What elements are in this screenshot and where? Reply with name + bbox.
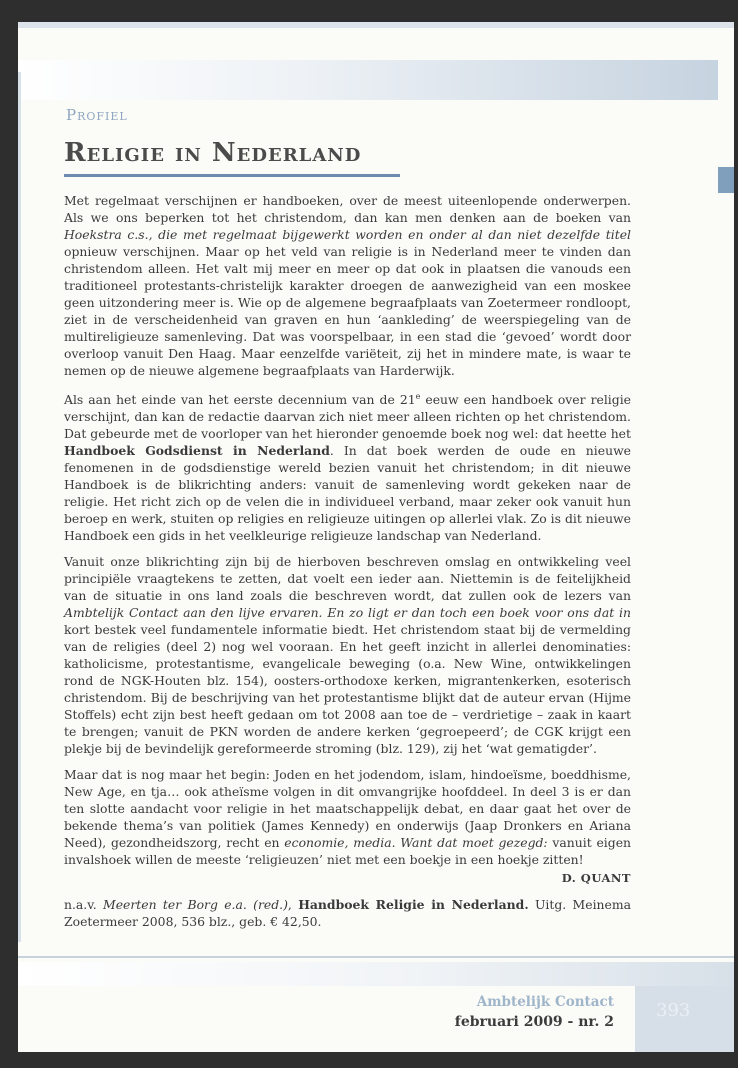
reference-publisher: Uitg. Meinema Zoetermeer 2008, 536 blz., geb. € 42,50.: [64, 897, 631, 930]
paragraph-2-text: Als aan het einde van het eerste decennium van de 21: [64, 392, 416, 408]
page-number: 393: [656, 1000, 691, 1021]
header-band: [18, 60, 718, 100]
paragraph-3-text: Vanuit onze blikrichting zijn bij de hierboven beschreven omslag en ontwikkeling veel principiële vraagtekens te zetten, dat voelt een ieder aan. Niettemin is de feitelijkheid van de situatie in ons land zoals die beschreven wordt, dat zullen ook de lezers van: [64, 554, 631, 604]
paragraph-1: [64, 192, 631, 379]
paragraph-1-text: Met regelmaat verschijnen er handboeken, over de meest uiteenlopende onderwerpen. Als we ons beperken tot het christendom, dan kan men denken aan de boeken van: [64, 193, 631, 225]
paragraph-2: [64, 388, 631, 544]
side-tab-marker: [718, 167, 734, 193]
paragraph-2-sup: e: [415, 392, 421, 401]
reference-editors: Meerten ter Borg e.a. (red.): [103, 897, 288, 913]
paragraph-3: [64, 553, 631, 757]
paragraph-4-text-cont: vanuit eigen invalshoek willen de meeste ‘religieuzen’ niet met een boekje in een hoekje zitten!: [64, 835, 632, 868]
title-underline: [64, 174, 400, 177]
journal-name: Ambtelijk Contact: [476, 994, 614, 1010]
book-reference: [64, 896, 631, 930]
paragraph-1-text-cont: opnieuw verschijnen. Maar op het veld van religie is in Nederland meer te vinden dan christendom alleen. Het valt mij meer en meer op dat ook in plaatsen die vanouds een traditioneel protestants-christelijk karakter droegen de aanwezigheid van een moskee geen uitzondering meer is. Wie op de algemene begraafplaats van Zoetermeer rondloopt, ziet in de verscheidenheid van graven en hun ‘aankleding’ de weerspiegeling van de multireligieuze samenleving. Dat was voorspelbaar, in een stad die ‘gevoed’ wordt door overloop vanuit Den Haag. Maar eenzelfde variëteit, zij het in mindere mate, is waar te nemen op de nieuwe algemene begraafplaats van Harderwijk.: [64, 244, 631, 378]
reference-separator: ,: [287, 897, 299, 913]
paragraph-4-text: Maar dat is nog maar het begin: Joden en het jodendom, islam, hindoeïsme, boeddhisme, New Age, en tja… ook atheïsme volgen in dit omvangrijke hoofddeel. In deel 3 is er dan ten slotte aandacht voor religie in het maatschappelijk debat, en daar gaat het over de bekende thema’s van politiek (James Kennedy) en onderwijs (Jaap Dronkers en Ariana Need), gezondheidszorg, recht en: [64, 767, 631, 851]
paragraph-2-text-end: . In dat boek werden de oude en nieuwe fenomenen in de godsdienstige wereld bezien vanuit het christendom; in dit nieuwe Handboek is de blikrichting anders: vanuit de samenleving wordt gekeken naar de religie. Het richt zich op de velen die in individueel verband, maar zeker ook vanuit hun beroep en werk, stuiten op religies en religieuze uitingen op allerlei vlak. Zo is dit nieuwe Handboek een gids in het veelkleurige religieuze landschap van Nederland.: [64, 443, 632, 544]
paragraph-3-text-cont: kort bestek veel fundamentele informatie biedt. Het christendom staat bij de vermelding van de religies (deel 2) nog wel vooraan. En het geeft inzicht in allerlei denominaties: katholicisme, protestantisme, evangelicale beweging (o.a. New Wine, ontwikkelingen rond de NGK-Houten blz. 154), oosters-orthodoxe kerken, migrantenkerken, esoterisch christendom. Bij de beschrijving van het protestantisme blijkt dat de auteur ervan (Hijme Stoffels) echt zijn best heeft gedaan om tot 2008 aan toe de – verdrietige – zaak in kaart te brengen; vanuit de PKN worden de andere kerken ‘gegroepeerd’; de CGK krijgt een plekje bij de bevindelijk gereformeerde stroming (blz. 129), zij het ‘wat gematigder’.: [64, 622, 631, 757]
bottom-rule: [18, 956, 734, 958]
section-label: Profiel: [66, 106, 128, 124]
paragraph-3-italic: Ambtelijk Contact aan den lijve ervaren. En zo ligt er dan toch een boek voor ons dat in: [64, 605, 631, 621]
footer-band: [18, 962, 734, 986]
reference-book-title: Handboek Religie in Nederland.: [298, 897, 529, 913]
reference-prefix: n.a.v.: [64, 897, 104, 913]
paragraph-2-text-cont: eeuw een handboek over religie verschijnt, dan kan de redactie daarvan zich niet meer alleen richten op het christendom. Dat gebeurde met de voorloper van het hieronder genoemde boek nog wel: dat heette het: [64, 392, 631, 442]
paragraph-2-book-title: Handboek Godsdienst in Nederland: [64, 443, 330, 459]
article-title: Religie in Nederland: [64, 138, 362, 168]
author-signature: D. QUANT: [561, 871, 631, 886]
page: [18, 22, 734, 1052]
paragraph-4-italic: economie, media. Want dat moet gezegd:: [284, 835, 548, 851]
left-accent-bar: [18, 72, 21, 942]
top-rule: [18, 22, 734, 28]
issue-info: februari 2009 - nr. 2: [454, 1014, 614, 1030]
article-body: [64, 192, 631, 939]
paragraph-4: [64, 766, 631, 868]
paragraph-1-italic: Hoekstra c.s., die met regelmaat bijgewerkt worden en onder al dan niet dezelfde titel: [64, 227, 631, 242]
